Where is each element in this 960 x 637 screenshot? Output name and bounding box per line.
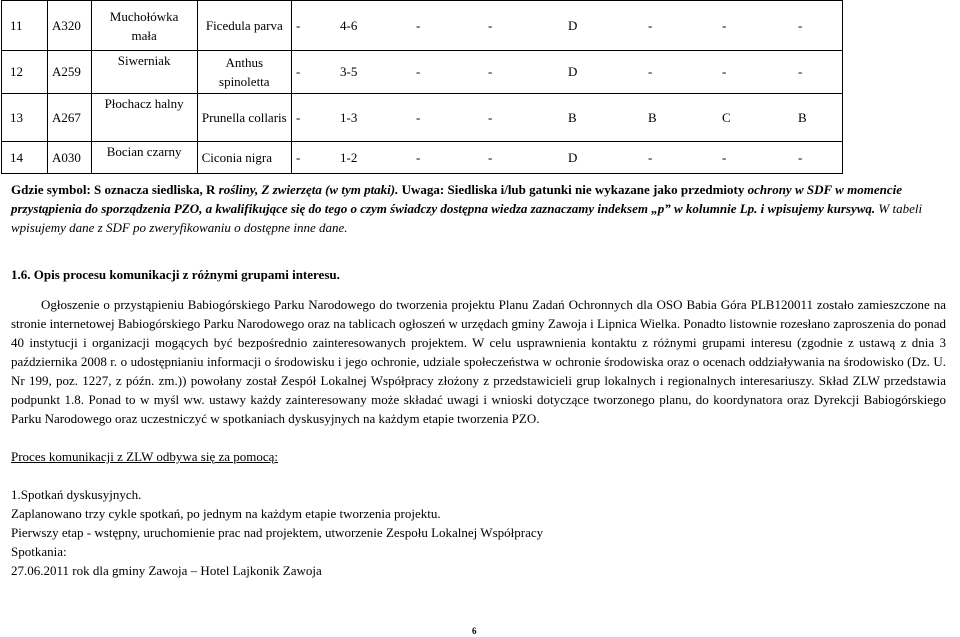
- value: D: [568, 149, 578, 165]
- text-line: Spotkania:: [11, 544, 67, 559]
- text-line: 27.06.2011 rok dla gminy Zawoja – Hotel Lajkonik Zawoja: [11, 563, 322, 578]
- value: -: [798, 64, 803, 79]
- value: 1-3: [340, 109, 358, 125]
- list-item: 1.Spotkań dyskusyjnych.: [11, 487, 142, 502]
- section-body: [11, 295, 946, 580]
- legend-text: W tabeli wpisujemy dane z SDF po zweryfikowaniu o dostępne inne dane.: [11, 201, 923, 235]
- values-cell: [292, 94, 843, 142]
- value: -: [648, 149, 653, 165]
- legend-text: ochrony w SDF w momencie przystąpienia do sporządzenia PZO, a kwalifikujące się do tego o czym świadczy dostępna wiedza zaznaczamy indeksem „p” w kolumnie Lp. i wpisujemy kursywą.: [11, 182, 902, 216]
- value: C: [722, 109, 731, 125]
- table-legend: [11, 180, 946, 237]
- value: -: [648, 17, 653, 33]
- value: -: [488, 109, 493, 125]
- row-number: 12: [2, 51, 48, 94]
- value: -: [416, 64, 421, 79]
- text-line: Pierwszy etap - wstępny, uruchomienie prac nad projektem, utworzenie Zespołu Lokalnej Współpracy: [11, 525, 544, 540]
- row-number: 14: [2, 142, 48, 174]
- value: 1-2: [340, 149, 358, 165]
- table-row: [2, 94, 843, 142]
- value: 3-5: [340, 64, 358, 79]
- value: 4-6: [340, 17, 358, 33]
- value: D: [568, 17, 578, 33]
- latin-name: Ficedula parva: [197, 1, 291, 51]
- value: -: [488, 17, 493, 33]
- polish-name: Muchołówka mała: [91, 1, 197, 51]
- legend-text: zwierzęta (w tym ptaki).: [269, 182, 399, 197]
- species-table: [1, 0, 843, 174]
- value: -: [722, 64, 727, 79]
- page-number: 6: [472, 626, 477, 636]
- value: -: [722, 149, 727, 165]
- latin-name: Anthus spinoletta: [197, 51, 291, 94]
- values-cell: [292, 1, 843, 51]
- values-cell: [292, 142, 843, 174]
- value: -: [296, 109, 301, 125]
- value: -: [488, 149, 493, 165]
- legend-text: rośliny, Z: [215, 182, 270, 197]
- legend-text: Uwaga: Siedliska i/lub gatunki nie wykazane jako przedmioty: [398, 182, 745, 197]
- paragraph: Ogłoszenie o przystąpieniu Babiogórskiego Parku Narodowego do tworzenia projektu Planu Zadań Ochronnych dla OSO Babia Góra PLB120011 zostało zamieszczone na stronie internetowej Babiogórskiego Parku Narodowego oraz na tablicach ogłoszeń w urzędach gminy Zawoja i Lipnica Wielka. Ponadto listownie rozesłano zaproszenia do ponad 40 instytucji i organizacji mogących być bezpośrednio zainteresowanych projektem. W celu usprawnienia kontaktu z różnymi grupami interesu (zgodnie z ustawą z dnia 3 października 2008 r. o udostępnianiu informacji o środowisku i jego ochronie, udziale społeczeństwa w ochronie środowiska oraz o ocenach oddziaływania na środowisko (Dz. U. Nr 199, poz. 1227, z późn. zm.)) powołany został Zespół Lokalnej Współpracy złożony z przedstawicieli grup lokalnych i regionalnych interesariuszy. Skład ZLW przedstawia podpunkt 1.8. Ponad to w myśl ww. ustawy każdy zainteresowany może składać uwagi i wnioski dotyczące tworzonego planu, do koordynatora oraz Dyrekcji Babiogórskiego Parku Narodowego oraz uczestniczyć w spotkaniach dyskusyjnych na każdym etapie tworzenia PZO.: [11, 297, 946, 426]
- polish-name: Siwerniak: [91, 51, 197, 94]
- value: -: [798, 17, 803, 33]
- value: -: [416, 149, 421, 165]
- legend-text: Gdzie symbol: S oznacza siedliska, R: [11, 182, 216, 197]
- section-heading: 1.6. Opis procesu komunikacji z różnymi grupami interesu.: [11, 267, 340, 282]
- value: -: [722, 17, 727, 33]
- value: -: [488, 64, 493, 79]
- process-heading: Proces komunikacji z ZLW odbywa się za pomocą:: [11, 449, 279, 464]
- value: -: [296, 64, 301, 79]
- values-cell: [292, 51, 843, 94]
- value: -: [798, 149, 803, 165]
- value: -: [648, 64, 653, 79]
- row-number: 11: [2, 1, 48, 51]
- polish-name: Płochacz halny: [91, 94, 197, 142]
- value: D: [568, 64, 578, 79]
- species-code: A267: [48, 94, 92, 142]
- value: -: [296, 149, 301, 165]
- species-code: A320: [48, 1, 92, 51]
- value: -: [296, 17, 301, 33]
- value: B: [798, 109, 807, 125]
- table-row: [2, 1, 843, 51]
- species-code: A030: [48, 142, 92, 174]
- polish-name: Bocian czarny: [91, 142, 197, 174]
- row-number: 13: [2, 94, 48, 142]
- latin-name: Ciconia nigra: [197, 142, 291, 174]
- species-code: A259: [48, 51, 92, 94]
- value: B: [648, 109, 657, 125]
- table-row: [2, 51, 843, 94]
- value: -: [416, 109, 421, 125]
- latin-name: Prunella collaris: [197, 94, 291, 142]
- value: B: [568, 109, 577, 125]
- value: -: [416, 17, 421, 33]
- text-line: Zaplanowano trzy cykle spotkań, po jednym na każdym etapie tworzenia projektu.: [11, 506, 441, 521]
- table-row: [2, 142, 843, 174]
